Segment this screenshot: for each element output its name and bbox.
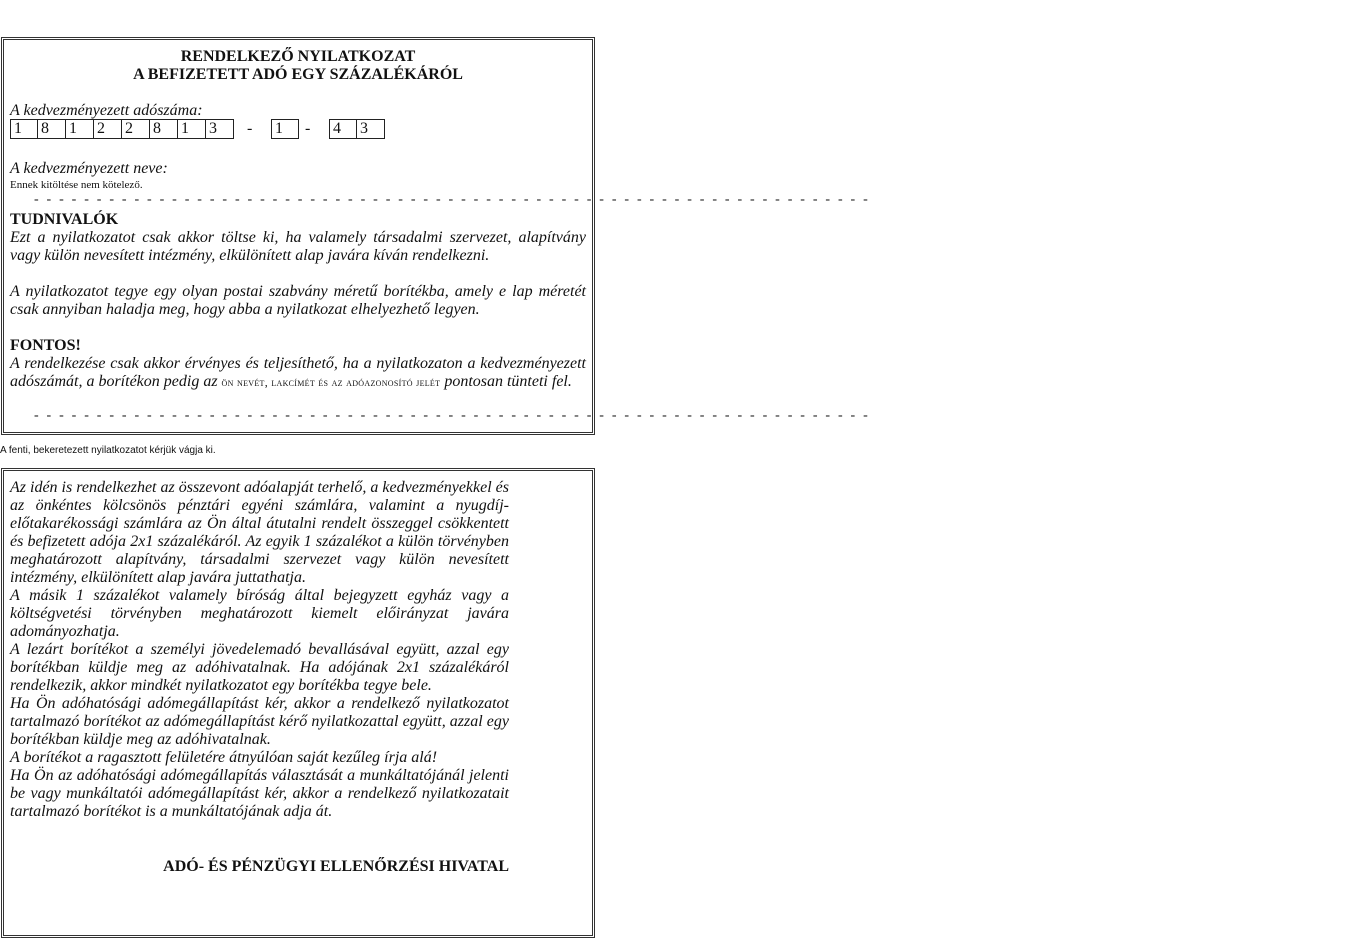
agency-name: ADÓ- ÉS PÉNZÜGYI ELLENŐRZÉSI HIVATAL xyxy=(163,858,509,875)
tax-digit-box[interactable]: 3 xyxy=(206,119,234,139)
instruction-paragraph: Ha Ön adóhatósági adómegállapítást kér, akkor a rendelkező nyilatkozatot tartalmazó borítékot az adómegállapítást kérő nyilatkozattal együtt, azzal egy borítékban küldje meg az adóhivatalnak. xyxy=(10,695,509,748)
tax-digit-box[interactable]: 8 xyxy=(150,119,178,139)
tax-digit-box[interactable]: 1 xyxy=(271,119,299,139)
tax-number-separator: - xyxy=(247,120,253,137)
instruction-paragraph: Ha Ön az adóhatósági adómegállapítás választását a munkáltatójánál jelenti be vagy munkáltatói adómegállapítást kér, akkor a rendelkező nyilatkozatait tartalmazó borítékot is a munkáltatójának adja át. xyxy=(10,767,509,820)
instruction-paragraph: A másik 1 százalékot valamely bíróság által bejegyzett egyház vagy a költségvetési törvényben meghatározott kiemelt előirányzat javára adományozhatja. xyxy=(10,587,509,640)
important-emphasis: ön nevét, lakcímét és az adóazonosító jelét xyxy=(221,375,441,389)
tax-digit-box[interactable]: 1 xyxy=(66,119,94,139)
form-title-line-1: RENDELKEZŐ NYILATKOZAT xyxy=(180,48,416,65)
important-paragraph xyxy=(10,355,586,391)
info-paragraph: Ezt a nyilatkozatot csak akkor töltse ki, ha valamely társadalmi szervezet, alapítvány vagy külön nevesített intézmény, elkülönített alap javára kíván rendelkezni. xyxy=(10,229,586,264)
tax-digit-box[interactable]: 2 xyxy=(122,119,150,139)
tax-digit-box[interactable]: 4 xyxy=(329,119,357,139)
tax-digit-box[interactable]: 3 xyxy=(357,119,385,139)
tax-digit-box[interactable]: 1 xyxy=(178,119,206,139)
beneficiary-name-label: A kedvezményezett neve: xyxy=(10,160,168,177)
important-text: A rendelkezése csak akkor érvényes és teljesíthető, ha a nyilatkozaton a kedvezményezett adószámát, a borítékon pedig az xyxy=(10,355,586,390)
declaration-form xyxy=(1,37,870,435)
instructions-text xyxy=(10,479,509,821)
tax-digit-box[interactable]: 8 xyxy=(38,119,66,139)
info-heading: TUDNIVALÓK xyxy=(10,211,119,228)
tax-number-separator: - xyxy=(305,120,311,137)
instruction-paragraph: A lezárt borítékot a személyi jövedelemadó bevallásával együtt, azzal egy borítékban küldje meg az adóhivatalnak. Ha adójának 2x1 százalékáról rendelkezik, akkor mindkét nyilatkozatot egy borítékba tegye bele. xyxy=(10,641,509,694)
form-title xyxy=(4,48,592,84)
instructions-panel xyxy=(1,468,595,938)
name-optional-note: Ennek kitöltése nem kötelező. xyxy=(10,179,143,191)
dashed-divider: - - - - - - - - - - - - - - - - - - - - - - - - - - - - - - - - - - - - - - - - - - - - - - - - - - - - - - - - - - - - - - - - - - - xyxy=(34,192,870,207)
important-text: pontosan tünteti fel. xyxy=(440,373,572,390)
info-paragraph: A nyilatkozatot tegye egy olyan postai szabvány méretű borítékba, amely e lap méretét csak annyiban haladja meg, hogy abba a nyilatkozat elhelyezhető legyen. xyxy=(10,283,586,318)
important-heading: FONTOS! xyxy=(10,337,81,354)
instruction-paragraph: Az idén is rendelkezhet az összevont adóalapját terhelő, a kedvezményekkel és az önkéntes kölcsönös pénztári egyéni számlára, valamint a nyugdíj-előtakarékossági számlára az Ön által átutalni rendelt összeggel csökkentett és befizetett adója 2x1 százalékáról. Az egyik 1 százalékot a külön törvényben meghatározott alapítvány, társadalmi szervezet vagy külön nevesített intézmény, elkülönített alap javára juttathatja. xyxy=(10,479,509,586)
dashed-divider: - - - - - - - - - - - - - - - - - - - - - - - - - - - - - - - - - - - - - - - - - - - - - - - - - - - - - - - - - - - - - - - - - - - xyxy=(34,408,870,423)
tax-number-label: A kedvezményezett adószáma: xyxy=(10,102,203,119)
tax-digit-box[interactable]: 2 xyxy=(94,119,122,139)
cut-instruction: A fenti, bekeretezett nyilatkozatot kérjük vágja ki. xyxy=(0,445,216,456)
tax-number-group-3 xyxy=(329,119,385,141)
tax-number-group-2 xyxy=(271,119,299,141)
form-title-line-2: A BEFIZETETT ADÓ EGY SZÁZALÉKÁRÓL xyxy=(133,66,463,83)
tax-number-group-1 xyxy=(10,119,234,141)
tax-digit-box[interactable]: 1 xyxy=(10,119,38,139)
instruction-paragraph: A borítékot a ragasztott felületére átnyúlóan saját kezűleg írja alá! xyxy=(10,749,438,766)
